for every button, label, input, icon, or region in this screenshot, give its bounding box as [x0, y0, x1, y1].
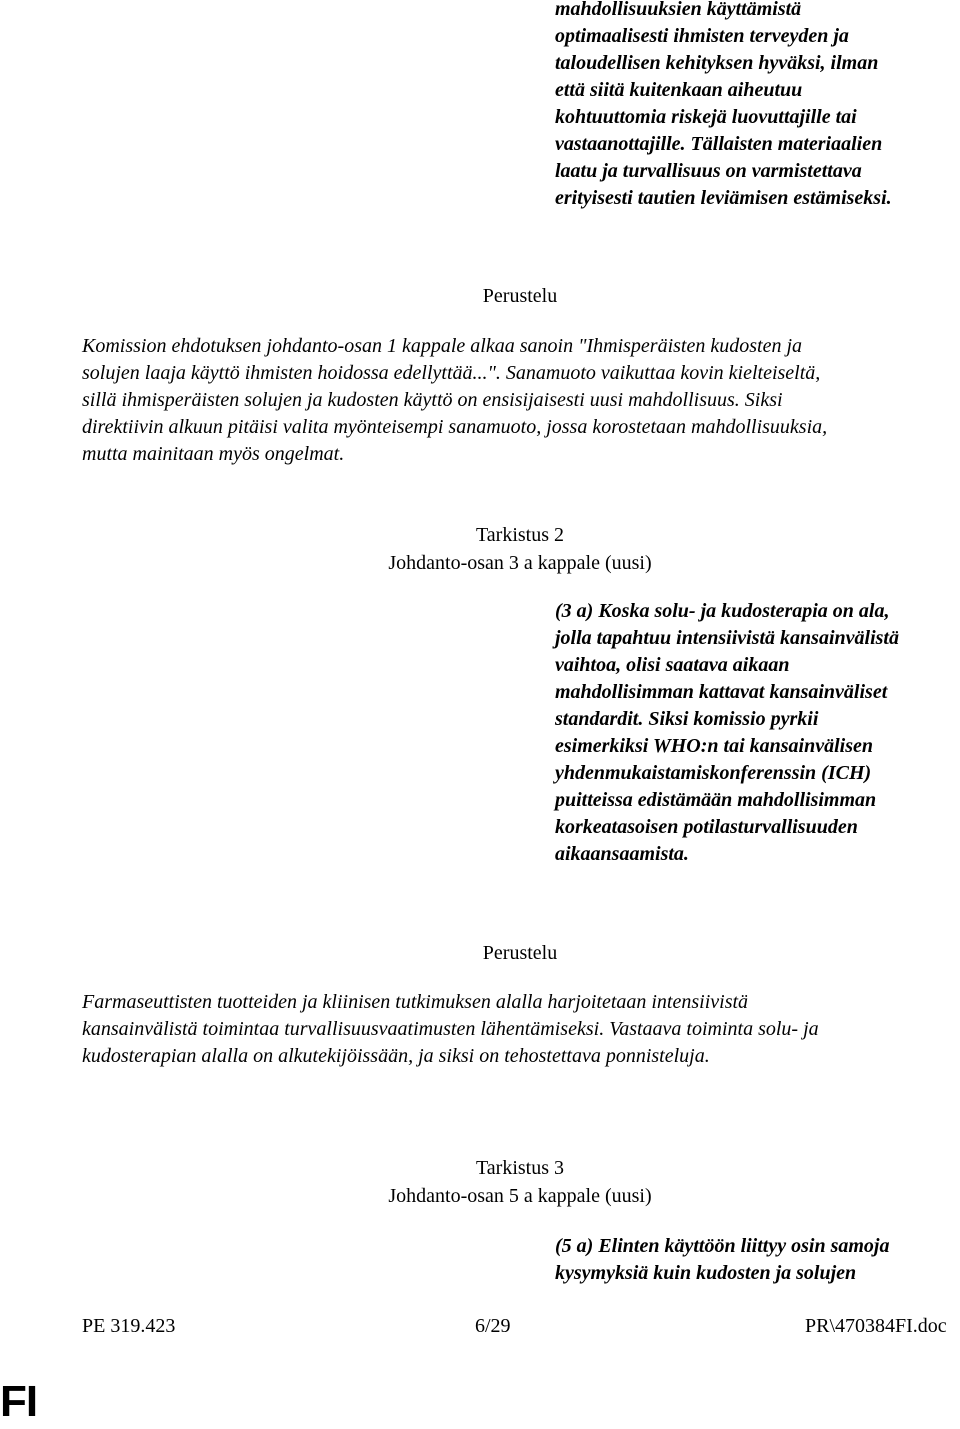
- text-line: mahdollisimman kattavat kansainväliset: [555, 681, 888, 703]
- amendment-3-text: [555, 1233, 960, 1287]
- justification-2-text: [82, 989, 960, 1070]
- text-line: Komission ehdotuksen johdanto-osan 1 kappale alkaa sanoin "Ihmisperäisten kudosten ja: [82, 335, 802, 357]
- text-line: puitteissa edistämään mahdollisimman: [555, 789, 877, 811]
- text-line: kysymyksiä kuin kudosten ja solujen: [555, 1262, 857, 1284]
- amendment-3-subtitle: Johdanto-osan 5 a kappale (uusi): [388, 1185, 652, 1207]
- text-line: että siitä kuitenkaan aiheutuu: [555, 79, 803, 101]
- text-line: mutta mainitaan myös ongelmat.: [82, 443, 345, 465]
- text-line: aikaansaamista.: [555, 843, 689, 865]
- footer-reference: PE 319.423: [82, 1315, 176, 1337]
- footer-page-number: 6/29: [475, 1315, 511, 1337]
- text-line: esimerkiksi WHO:n tai kansainvälisen: [555, 735, 874, 757]
- text-line: taloudellisen kehityksen hyväksi, ilman: [555, 52, 879, 74]
- amendment-2-subtitle: Johdanto-osan 3 a kappale (uusi): [388, 552, 652, 574]
- footer-filename: PR\470384FI.doc: [805, 1315, 947, 1337]
- text-line: optimaalisesti ihmisten terveyden ja: [555, 25, 849, 47]
- text-line: (3 a) Koska solu- ja kudosterapia on ala,: [555, 600, 890, 622]
- text-line: korkeatasoisen potilasturvallisuuden: [555, 816, 858, 838]
- text-line: kohtuuttomia riskejä luovuttajille tai: [555, 106, 857, 128]
- text-line: erityisesti tautien leviämisen estämiseksi.: [555, 187, 892, 209]
- amendment-2-title: Tarkistus 2: [475, 524, 565, 546]
- justification-1-heading: Perustelu: [482, 285, 558, 307]
- text-line: (5 a) Elinten käyttöön liittyy osin samoja: [555, 1235, 890, 1257]
- text-line: kansainvälistä toimintaa turvallisuusvaatimusten lähentämiseksi. Vastaava toiminta solu- ja: [82, 1018, 819, 1040]
- text-line: mahdollisuuksien käyttämistä: [555, 0, 802, 20]
- justification-2-heading: Perustelu: [482, 942, 558, 964]
- text-line: laatu ja turvallisuus on varmistettava: [555, 160, 862, 182]
- amendment-1-text: [555, 0, 960, 212]
- amendment-2-text: [555, 598, 960, 868]
- text-line: standardit. Siksi komissio pyrkii: [555, 708, 819, 730]
- text-line: sillä ihmisperäisten solujen ja kudosten käyttö on ensisijaisesti uusi mahdollisuus. Siksi: [82, 389, 783, 411]
- text-line: vaihtoa, olisi saatava aikaan: [555, 654, 790, 676]
- justification-1-text: [82, 333, 960, 468]
- text-line: solujen laaja käyttö ihmisten hoidossa edellyttää...". Sanamuoto vaikuttaa kovin kielteiseltä,: [82, 362, 821, 384]
- text-line: vastaanottajille. Tällaisten materiaalien: [555, 133, 883, 155]
- text-line: kudosterapian alalla on alkutekijöissään, ja siksi on tehostettava ponnisteluja.: [82, 1045, 710, 1067]
- text-line: direktiivin alkuun pitäisi valita myönteisempi sanamuoto, jossa korostetaan mahdollisuuksia,: [82, 416, 828, 438]
- text-line: yhdenmukaistamiskonferenssin (ICH): [555, 762, 872, 784]
- text-line: Farmaseuttisten tuotteiden ja kliinisen tutkimuksen alalla harjoitetaan intensiivistä: [82, 991, 749, 1013]
- language-code: FI: [0, 1377, 38, 1426]
- text-line: jolla tapahtuu intensiivistä kansainvälistä: [555, 627, 899, 649]
- amendment-3-title: Tarkistus 3: [475, 1157, 565, 1179]
